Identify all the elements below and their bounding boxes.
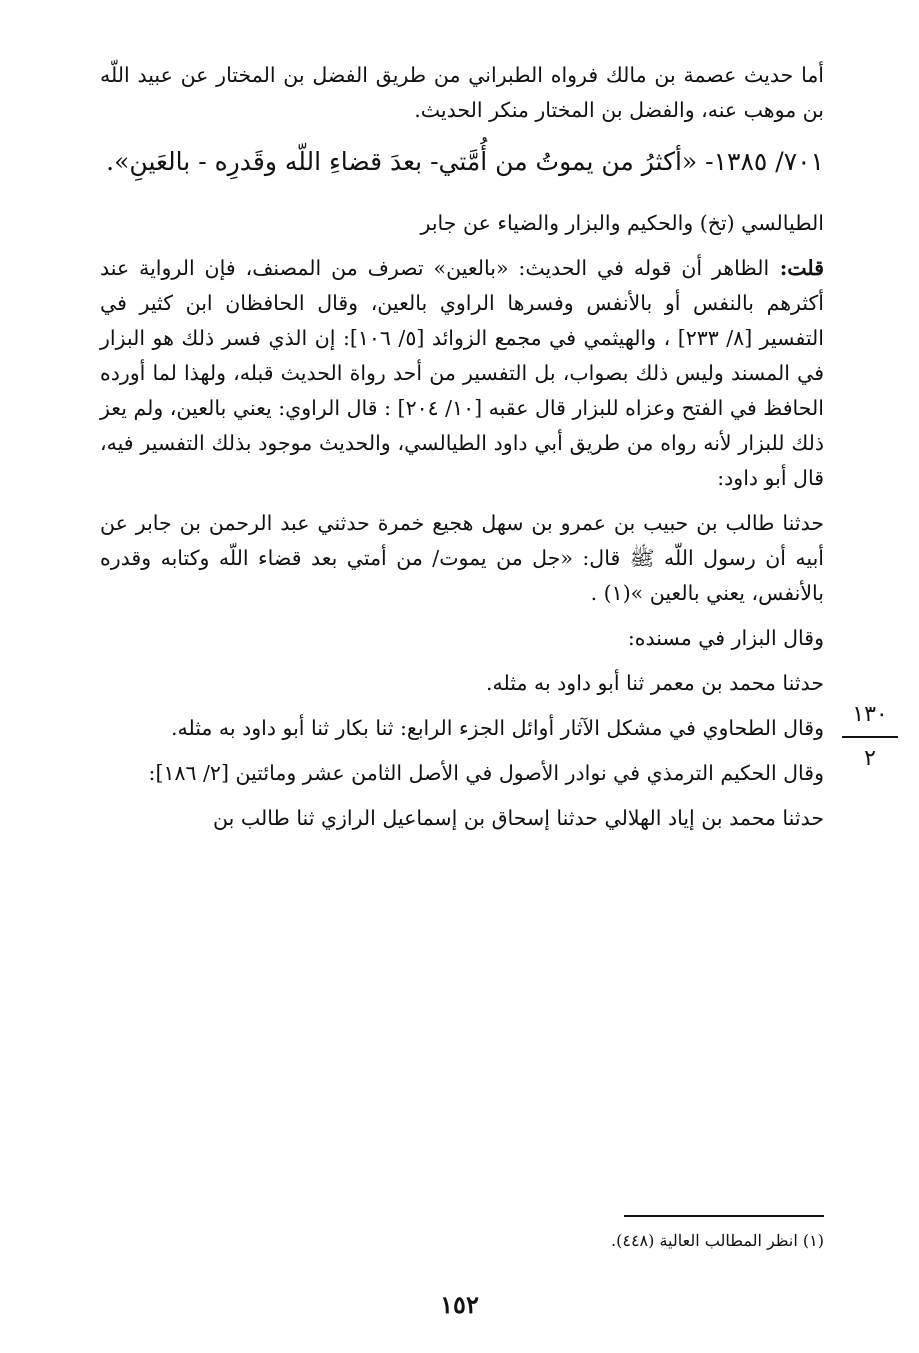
hadith-source: الطيالسي (تخ) والحكيم والبزار والضياء عن جابر	[420, 211, 824, 235]
isnad-paragraph-1: حدثنا طالب بن حبيب بن عمرو بن سهل هجيع خمرة حدثني عبد الرحمن بن جابر عن أبيه أن رسول اللّه ﷺ قال: «جل من يموت/ من أمتي بعد قضاء اللّه وكتابه وقدره بالأنفس، يعني بالعين »(١) .	[100, 511, 824, 605]
footnote-divider	[624, 1215, 824, 1217]
tahawi-paragraph: وقال الطحاوي في مشكل الآثار أوائل الجزء الرابع: ثنا بكار ثنا أبو داود به مثله.	[170, 716, 824, 740]
page-number: ١٥٢	[440, 1290, 479, 1319]
margin-note-top: ١٣٠	[852, 702, 888, 727]
commentary-paragraph	[100, 251, 824, 496]
page-body	[100, 58, 824, 846]
bazzar-intro: وقال البزار في مسنده:	[627, 626, 824, 650]
hakim-paragraph: وقال الحكيم الترمذي في نوادر الأصول في الأصل الثامن عشر ومائتين [٢/ ١٨٦]:	[148, 761, 824, 785]
hadith-heading: ٧٠١/ ١٣٨٥- «أكثرُ من يموتُ من أُمَّتي- بعدَ قضاءِ اللّه وقَدرِه - بالعَينِ».	[106, 147, 824, 176]
margin-note-bottom: ٢	[864, 746, 876, 771]
isnad-paragraph-2: حدثنا محمد بن معمر ثنا أبو داود به مثله.	[485, 671, 824, 695]
qult-label: قلت:	[769, 256, 824, 280]
commentary-text: الظاهر أن قوله في الحديث: «بالعين» تصرف من المصنف، فإن الرواية عند أكثرهم بالنفس أو بالأنفس وفسرها الراوي بالعين، وقال الحافظان ابن كثير في التفسير [٨/ ٢٣٣] ، والهيثمي في مجمع الزوائد [٥/ ١٠٦]: إن الذي فسر ذلك هو البزار في المسند وليس ذلك بصواب، بل التفسير من أحد رواة الحديث قبله، ولهذا لما أورده الحافظ في الفتح وعزاه للبزار قال عقبه [١٠/ ٢٠٤] : قال الراوي: يعني بالعين، ولم يعز ذلك للبزار لأنه رواه من طريق أبي داود الطيالسي، والحديث موجود بذلك التفسير فيه، قال أبو داود:	[100, 256, 824, 490]
margin-folio-note	[838, 700, 902, 774]
paragraph-intro: أما حديث عصمة بن مالك فرواه الطبراني من طريق الفضل بن المختار عن عبيد اللّه بن موهب عنه، والفضل بن المختار منكر الحديث.	[100, 63, 824, 122]
margin-note-divider	[842, 736, 898, 738]
isnad-paragraph-3: حدثنا محمد بن إياد الهلالي حدثنا إسحاق بن إسماعيل الرازي ثنا طالب بن	[213, 806, 824, 830]
footnote: (١) انظر المطالب العالية (٤٤٨).	[611, 1231, 824, 1250]
